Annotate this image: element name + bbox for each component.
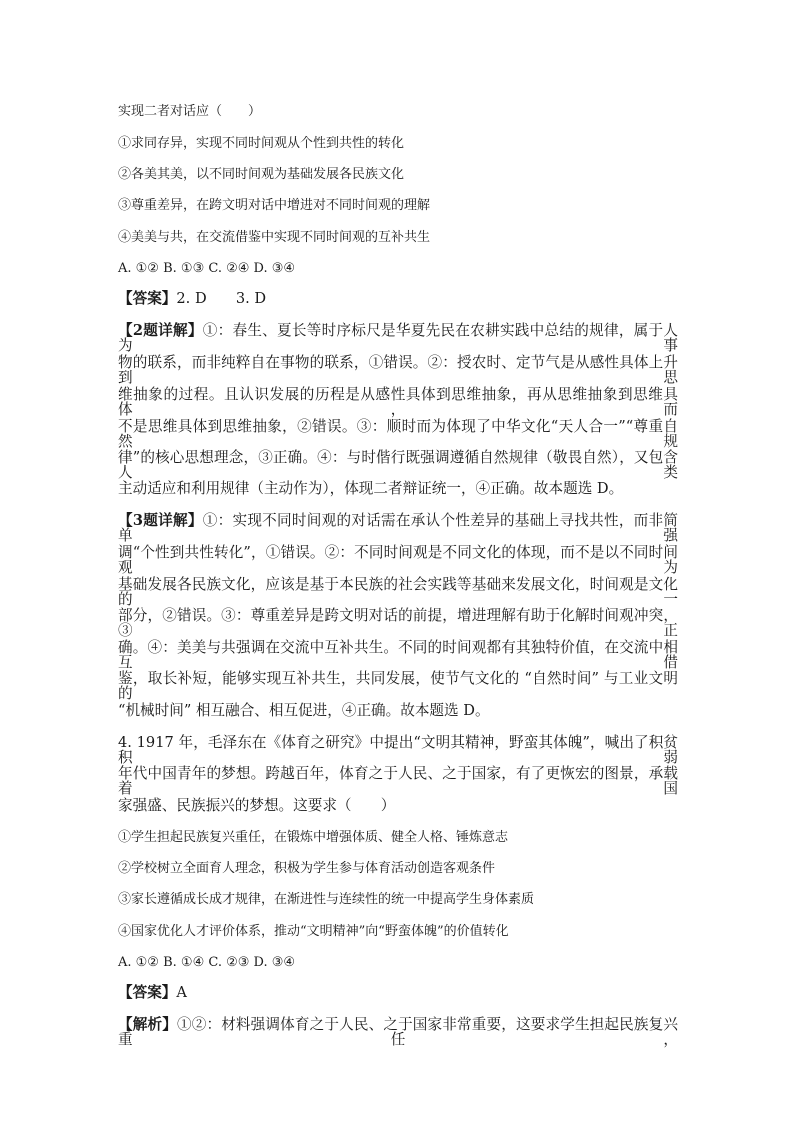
q4-answer-text: A (176, 984, 187, 1001)
detail-3-tag: 【3题详解】 (118, 512, 203, 529)
detail-3-line-6: 鉴，取长补短，能够实现互补共生，共同发展，使节气文化的 “自然时间” 与工业文明的 (118, 670, 678, 702)
option-2: ②各美其美，以不同时间观为基础发展各民族文化 (118, 167, 405, 182)
option-1: ①求同存异，实现不同时间观从个性到共性的转化 (118, 136, 405, 151)
detail-3-line-7: “机械时间” 相互融合、相互促进，④正确。故本题选 D。 (118, 702, 490, 719)
q4-answer-choices: A. ①② B. ①④ C. ②③ D. ③④ (118, 955, 296, 970)
q4-option-4: ④国家优化人才评价体系，推动“文明精神”向“野蛮体魄”的价值转化 (118, 924, 509, 939)
detail-2-line-5: 律”的核心思想理念，③正确。④：与时偕行既强调遵循自然规律（敬畏自然），又包含人类 (118, 449, 678, 481)
answer-text: 2. D 3. D (176, 290, 267, 307)
detail-3-line-4: 部分，②错误。③：尊重差异是跨文明对话的前提，增进理解有助于化解时间观冲突，③正 (118, 607, 678, 639)
detail-3-line-1: 【3题详解】①：实现不同时间观的对话需在承认个性差异的基础上寻找共性，而非简单强 (118, 512, 678, 544)
detail-2-tag: 【2题详解】 (118, 322, 203, 339)
answer-choices: A. ①② B. ①③ C. ②④ D. ③④ (118, 261, 296, 276)
detail-2-line-4: 不是思维具体到思维抽象，②错误。③：顺时而为体现了中华文化“天人合一”“尊重自然规 (118, 418, 678, 450)
q4-analysis-tag: 【解析】 (118, 1016, 177, 1033)
detail-2-line-6: 主动适应和利用规律（主动作为），体现二者辩证统一，④正确。故本题选 D。 (118, 480, 624, 497)
q4-option-3: ③家长遵循成长成才规律，在渐进性与连续性的统一中提高学生身体素质 (118, 892, 535, 907)
question-stem: 实现二者对话应（ ） (118, 104, 262, 119)
detail-3-line-3: 基础发展各民族文化，应该是基于本民族的社会实践等基础来发展文化，时间观是文化的一 (118, 576, 678, 608)
q4-option-2: ②学校树立全面育人理念，积极为学生参与体育活动创造客观条件 (118, 861, 496, 876)
q4-stem-line-2: 年代中国青年的梦想。跨越百年，体育之于人民、之于国家，有了更恢宏的图景，承载着国 (118, 765, 678, 797)
detail-2-line-1: 【2题详解】①：春生、夏长等时序标尺是华夏先民在农耕实践中总结的规律，属于人为事 (118, 322, 678, 354)
q4-stem-line-1: 4. 1917 年，毛泽东在《体育之研究》中提出“文明其精神，野蛮其体魄”，喊出了积贫积弱 (118, 734, 678, 766)
option-3: ③尊重差异，在跨文明对话中增进对不同时间观的理解 (118, 198, 431, 213)
detail-3-line-2: 调“个性到共性转化”，①错误。②：不同时间观是不同文化的体现，而不是以不同时间观为 (118, 544, 678, 576)
q4-option-1: ①学生担起民族复兴重任，在锻炼中增强体质、健全人格、锤炼意志 (118, 830, 509, 845)
detail-2-line-3: 维抽象的过程。且认识发展的历程是从感性具体到思维抽象，再从思维抽象到思维具体，而 (118, 386, 678, 418)
q4-answer-line (118, 986, 187, 1001)
detail-2-line-2: 物的联系，而非纯粹自在事物的联系，①错误。②：授农时、定节气是从感性具体上升到思 (118, 354, 678, 386)
answer-line (118, 292, 266, 307)
q4-answer-tag: 【答案】 (118, 984, 177, 1001)
q4-stem-line-3: 家强盛、民族振兴的梦想。这要求（ ） (118, 797, 396, 814)
answer-tag: 【答案】 (118, 290, 177, 307)
option-4: ④美美与共，在交流借鉴中实现不同时间观的互补共生 (118, 230, 431, 245)
q4-analysis-line: 【解析】①②：材料强调体育之于人民、之于国家非常重要，这要求学生担起民族复兴重任， (118, 1016, 678, 1048)
detail-3-line-5: 确。④：美美与共强调在交流中互补共生。不同的时间观都有其独特价值，在交流中相互借 (118, 639, 678, 671)
